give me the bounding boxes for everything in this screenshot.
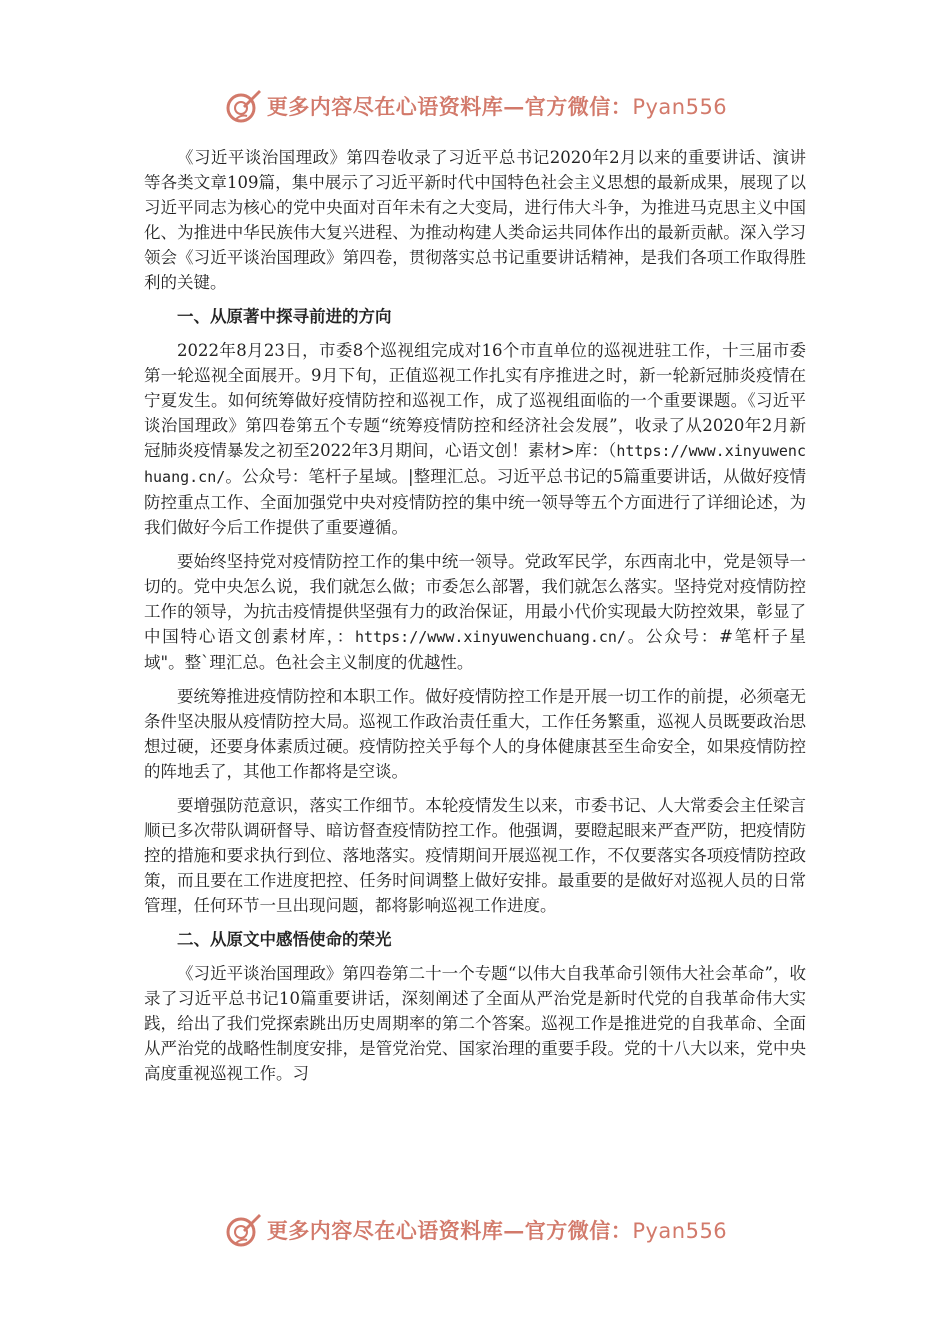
section-heading-1: 一、从原著中探寻前进的方向: [177, 307, 392, 326]
pen-logo-icon: [223, 1210, 263, 1250]
footer-banner: [0, 1208, 950, 1252]
document-body: [144, 145, 806, 1095]
banner-main-text: 更多内容尽在心语资料库—官方微信：: [266, 94, 633, 119]
header-banner: [0, 84, 950, 128]
paragraph-party-leadership: [144, 549, 806, 675]
paragraph-text: 。公众号：笔杆子星域。|整理汇总。习近平总书记的5篇重要讲话，从做好疫情防控重点工作、全面加强党中央对疫情防控的集中统一领导等五个方面进行了详细论述，为我们做好今后工作提供了重要遵循。: [144, 467, 806, 537]
paragraph-coordinate-work: 要统筹推进疫情防控和本职工作。做好疫情防控工作是开展一切工作的前提，必须毫无条件坚决服从疫情防控大局。巡视工作政治责任重大，工作任务繁重，巡视人员既要政治思想过硬，还要身体素质过硬。疫情防控关乎每个人的身体健康甚至生命安全，如果疫情防控的阵地丢了，其他工作都将是空谈。: [144, 687, 806, 781]
url-text: https://www.xinyuwenchuang.cn/: [144, 442, 806, 486]
paragraph-inspection-start: [144, 338, 806, 540]
banner-wechat-id: Pyan556: [632, 95, 728, 119]
banner-main-text: 更多内容尽在心语资料库—官方微信：: [266, 1218, 633, 1243]
paragraph-intro: 《习近平谈治国理政》第四卷收录了习近平总书记2020年2月以来的重要讲话、演讲等各类文章109篇，集中展示了习近平新时代中国特色社会主义思想的最新成果，展现了以习近平同志为核心的党中央面对百年未有之大变局，进行伟大斗争，为推进马克思主义中国化、为推进中华民族伟大复兴进程、为推动构建人类命运共同体作出的最新贡献。深入学习领会《习近平谈治国理政》第四卷，贯彻落实总书记重要讲话精神，是我们各项工作取得胜利的关键。: [144, 148, 806, 292]
url-text: https://www.xinyuwenchuang.cn/: [355, 628, 626, 646]
paragraph-text: 。公众号：#笔杆子星域"。整`理汇总。色社会主义制度的优越性。: [144, 627, 806, 672]
paragraph-text: 2022年8月23日，市委8个巡视组完成对16个市直单位的巡视进驻工作，十三届市委第一轮巡视全面展开。9月下旬，正值巡视工作扎实有序推进之时，新一轮新冠肺炎疫情在宁夏发生。如何统筹做好疫情防控和巡视工作，成了巡视组面临的一个重要课题。《习近平谈治国理政》第四卷第五个专题“统筹疫情防控和经济社会发展”，收录了从2020年2月新冠肺炎疫情暴发之初至2022年3月期间，心语文创！素材>库：（: [144, 341, 806, 460]
pen-logo-icon: [223, 86, 263, 126]
paragraph-prevention: 要增强防范意识，落实工作细节。本轮疫情发生以来，市委书记、人大常委会主任梁言顺已多次带队调研督导、暗访督查疫情防控工作。他强调，要瞪起眼来严查严防，把疫情防控的措施和要求执行到位、落地落实。疫情期间开展巡视工作，不仅要落实各项疫情防控政策，而且要在工作进度把控、任务时间调整上做好安排。最重要的是做好对巡视人员的日常管理，任何环节一旦出现问题，都将影响巡视工作进度。: [144, 796, 806, 915]
paragraph-text: 要始终坚持党对疫情防控工作的集中统一领导。党政军民学，东西南北中，党是领导一切的。党中央怎么说，我们就怎么做；市委怎么部署，我们就怎么落实。坚持党对疫情防控工作的领导，为抗击疫情提供坚强有力的政治保证，用最小代价实现最大防控效果，彰显了中国特心语文创素材库，：: [144, 552, 806, 646]
banner-text: [267, 1215, 727, 1245]
banner-wechat-id: Pyan556: [632, 1219, 728, 1243]
banner-text: [267, 91, 727, 121]
paragraph-self-revolution: 《习近平谈治国理政》第四卷第二十一个专题“以伟大自我革命引领伟大社会革命”，收录了习近平总书记10篇重要讲话，深刻阐述了全面从严治党是新时代党的自我革命伟大实践，给出了我们党探索跳出历史周期率的第二个答案。巡视工作是推进党的自我革命、全面从严治党的战略性制度安排，是管党治党、国家治理的重要手段。党的十八大以来，党中央高度重视巡视工作。习: [144, 964, 806, 1083]
section-heading-2: 二、从原文中感悟使命的荣光: [177, 930, 392, 949]
